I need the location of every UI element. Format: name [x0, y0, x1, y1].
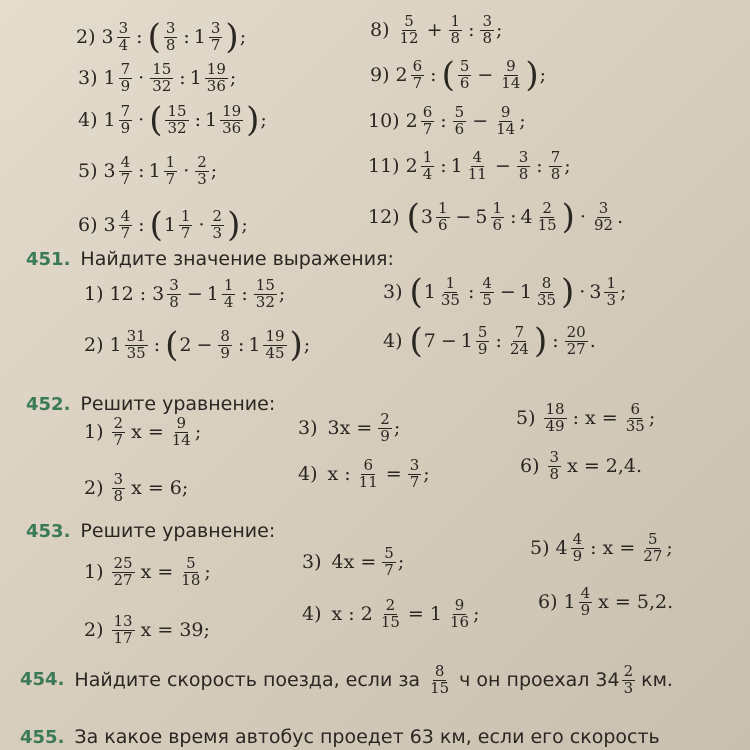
problem-453-heading: 453. Решите уравнение:	[26, 520, 276, 542]
exercise-452-1: 1) $\frac{2}{7}$ x = $\frac{9}{14}$ ;	[84, 414, 202, 449]
exercise-452-4: 4) x : $\frac{6}{11}$ = $\frac{3}{7}$ ;	[298, 456, 430, 491]
exercise-452-6: 6) $\frac{3}{8}$ x = 2,4.	[520, 448, 643, 483]
exercise-451-1: 1) 12 : 3 $\frac{3}{8}$ − 1 $\frac{1}{4}$ : $\frac{15}{32}$ ;	[84, 276, 286, 311]
exercise-451-2: 2) 1 $\frac{31}{35}$ : ( 2 − $\frac{8}{9}$ : 1 $\frac{19}{45}$ ) ;	[84, 325, 311, 365]
exercise-450-12: 12) ( 3 $\frac{1}{6}$ − 5 $\frac{1}{6}$ : 4 $\frac{2}{15}$ ) · $\frac{3}{92}$ .	[368, 197, 624, 237]
fraction: $\frac{3}{4}$	[118, 18, 129, 54]
exercise-453-4: 4) x : 2 $\frac{2}{15}$ = 1 $\frac{9}{16}$ ;	[302, 596, 480, 631]
exercise-453-3: 3) 4x = $\frac{5}{7}$ ;	[302, 544, 405, 579]
problem-455: 455. За какое время автобус проедет 63 км, если его скорость	[20, 726, 660, 748]
problem-452-heading: 452. Решите уравнение:	[26, 393, 276, 415]
fraction: $\frac{3}{8}$	[165, 18, 176, 54]
problem-454: 454. Найдите скорость поезда, если за $\frac{8}{15}$ ч он проехал 34 $\frac{2}{3}$ км.	[20, 662, 673, 697]
exercise-452-2: 2) $\frac{3}{8}$ x = 6;	[84, 470, 189, 505]
exercise-450-2: 2) 3 $\frac{3}{4}$ : ( $\frac{3}{8}$ : 1 $\frac{3}{7}$ ) ;	[76, 17, 247, 57]
exercise-453-6: 6) 1 $\frac{4}{9}$ x = 5,2.	[538, 584, 674, 619]
problem-451-heading: 451. Найдите значение выражения:	[26, 248, 394, 270]
exercise-450-10: 10) 2 $\frac{6}{7}$ : $\frac{5}{6}$ − $\frac{9}{14}$ ;	[368, 103, 526, 138]
exercise-450-8: 8) $\frac{5}{12}$ + $\frac{1}{8}$ : $\frac{3}{8}$ ;	[370, 12, 503, 47]
exercise-453-2: 2) $\frac{13}{17}$ x = 39;	[84, 612, 210, 647]
fraction: $\frac{3}{7}$	[210, 18, 221, 54]
exercise-450-11: 11) 2 $\frac{1}{4}$ : 1 $\frac{4}{11}$ − $\frac{3}{8}$ : $\frac{7}{8}$ ;	[368, 148, 571, 183]
exercise-450-3: 3) 1 $\frac{7}{9}$ · $\frac{15}{32}$ : 1 $\frac{19}{36}$ ;	[78, 60, 237, 95]
exercise-452-3: 3) 3x = $\frac{2}{9}$ ;	[298, 410, 401, 445]
exercise-450-6: 6) 3 $\frac{4}{7}$ : ( 1 $\frac{1}{7}$ · $\frac{2}{3}$ ) ;	[78, 205, 248, 245]
exercise-453-1: 1) $\frac{25}{27}$ x = $\frac{5}{18}$ ;	[84, 554, 211, 589]
exercise-451-4: 4) ( 7 − 1 $\frac{5}{9}$ : $\frac{7}{24}$ ) : $\frac{20}{27}$ .	[383, 321, 596, 361]
exercise-450-5: 5) 3 $\frac{4}{7}$ : 1 $\frac{1}{7}$ · $\frac{2}{3}$ ;	[78, 153, 218, 188]
exercise-451-3: 3) ( 1 $\frac{1}{35}$ : $\frac{4}{5}$ − 1 $\frac{8}{35}$ ) · 3 $\frac{1}{3}$ ;	[383, 272, 627, 312]
exercise-450-4: 4) 1 $\frac{7}{9}$ · ( $\frac{15}{32}$ : 1 $\frac{19}{36}$ ) ;	[78, 100, 267, 140]
exercise-452-5: 5) $\frac{18}{49}$ : x = $\frac{6}{35}$ ;	[516, 400, 656, 435]
exercise-453-5: 5) 4 $\frac{4}{9}$ : x = $\frac{5}{27}$ ;	[530, 530, 673, 565]
exercise-450-9: 9) 2 $\frac{6}{7}$ : ( $\frac{5}{6}$ − $\frac{9}{14}$ ) ;	[370, 55, 547, 95]
